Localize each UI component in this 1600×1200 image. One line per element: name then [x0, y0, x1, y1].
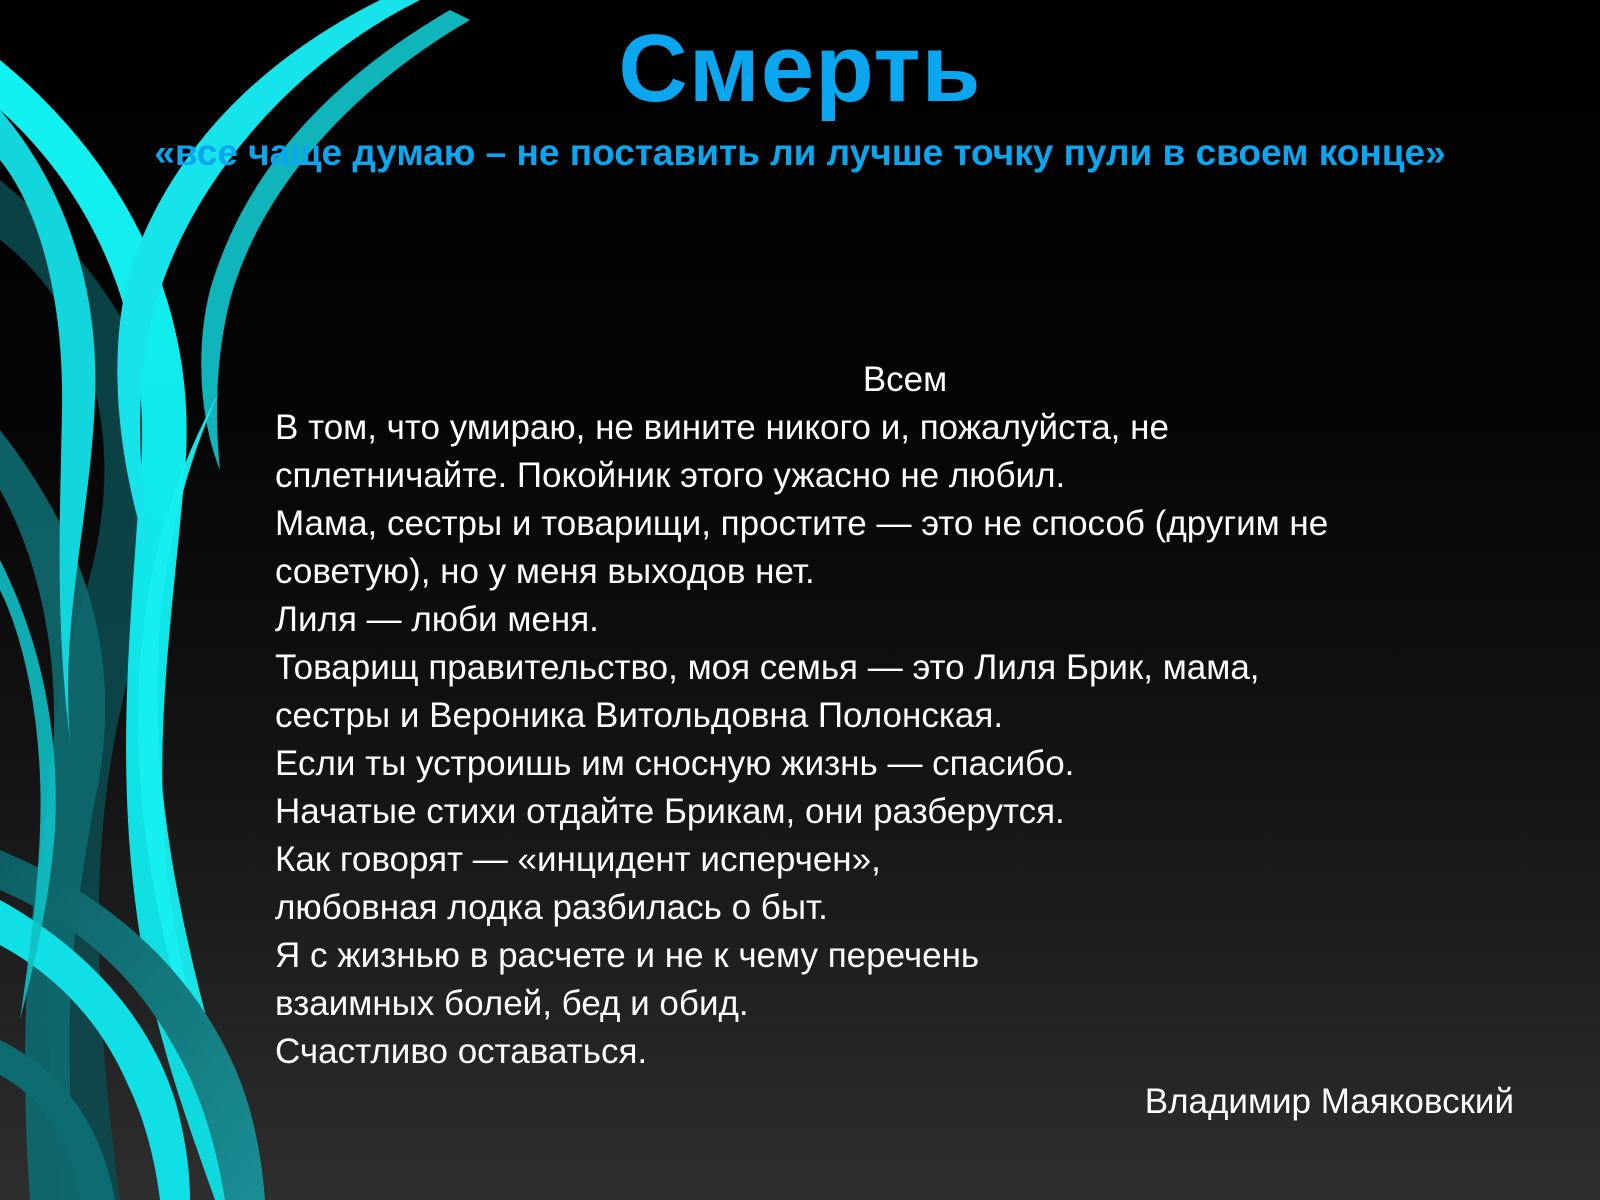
letter-signature: Владимир Маяковский	[1144, 1082, 1514, 1121]
letter-line: Я с жизнью в расчете и не к чему перечень	[275, 936, 980, 975]
letter-line: любовная лодка разбилась о быт.	[275, 888, 828, 927]
slide-subtitle-quote: «все чаще думаю – не поставить ли лучше точку пули в своем конце»	[154, 132, 1446, 173]
letter-line: Счастливо оставаться.	[275, 1032, 648, 1071]
letter-line: сплетничайте. Покойник этого ужасно не любил.	[275, 456, 1066, 495]
slide-title: Смерть	[618, 15, 982, 122]
letter-line: советую), но у меня выходов нет.	[275, 552, 815, 591]
letter-line: Если ты устроишь им сносную жизнь — спасибо.	[275, 744, 1075, 783]
suicide-letter-text	[275, 356, 1525, 1076]
letter-line: Товарищ правительство, моя семья — это Лиля Брик, мама,	[275, 648, 1260, 687]
letter-line: взаимных болей, бед и обид.	[275, 984, 749, 1023]
letter-salutation: Всем	[862, 360, 948, 399]
letter-line: сестры и Вероника Витольдовна Полонская.	[275, 696, 1004, 735]
letter-line: Лиля — люби меня.	[275, 600, 599, 639]
letter-line: Как говорят — «инцидент исперчен»,	[275, 840, 881, 879]
letter-line: Начатые стихи отдайте Брикам, они разберутся.	[275, 792, 1065, 831]
letter-line: Мама, сестры и товарищи, простите — это не способ (другим не	[275, 504, 1329, 543]
letter-line: В том, что умираю, не вините никого и, пожалуйста, не	[275, 408, 1169, 447]
